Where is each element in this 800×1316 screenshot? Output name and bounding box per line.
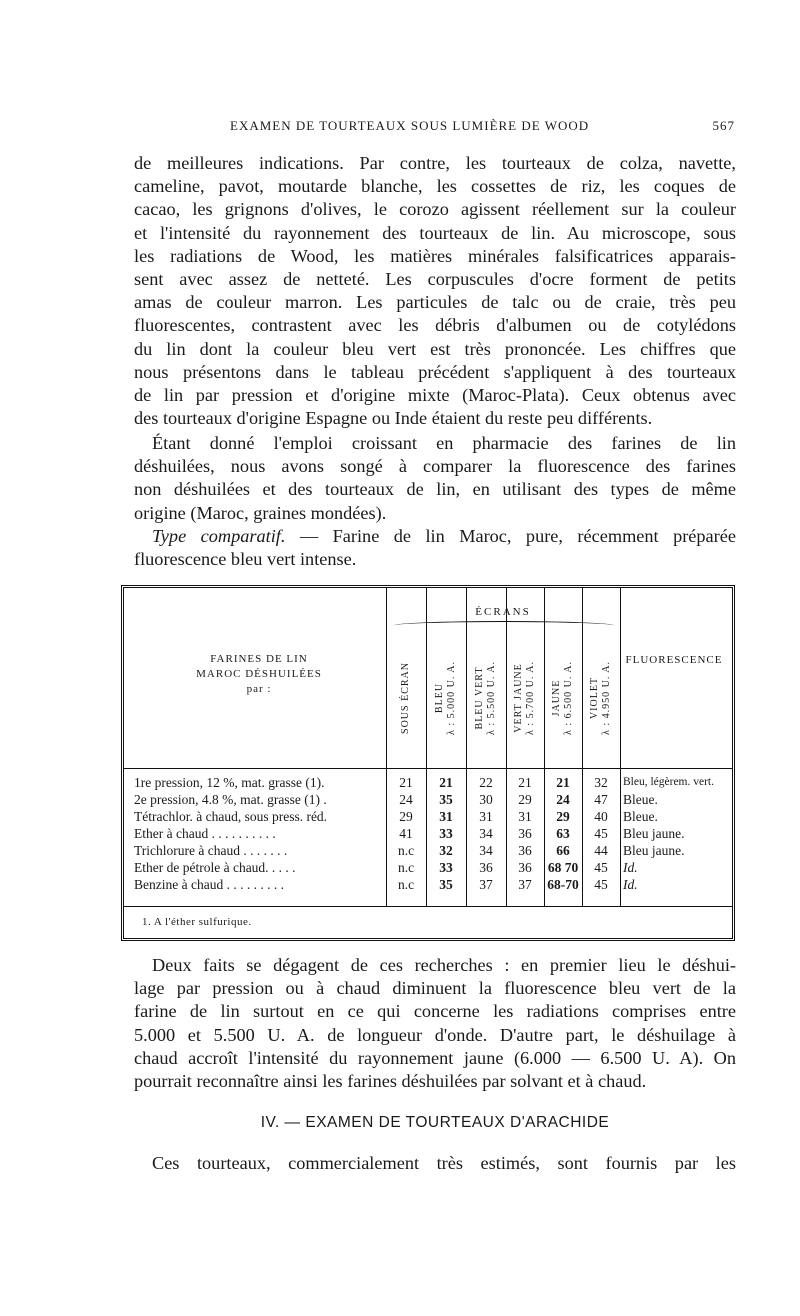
- paragraph-2: [134, 432, 736, 571]
- cell: n.c: [397, 843, 415, 858]
- fluorescence-cell: Id.: [623, 860, 638, 875]
- cell: 21: [439, 775, 453, 790]
- cell: 66: [556, 843, 570, 858]
- column-header-line: BLEU: [434, 682, 445, 714]
- cell: 35: [439, 877, 453, 892]
- cell: 36: [518, 860, 532, 875]
- column-header: [548, 638, 578, 758]
- text-line: les radiations de Wood, les matières minérales falsificatrices apparais-: [134, 245, 736, 266]
- fluorescence-cell: Bleu, légèrem. vert.: [623, 776, 715, 788]
- cell: 21: [518, 775, 532, 790]
- running-title: EXAMEN DE TOURTEAUX SOUS LUMIÈRE DE WOOD: [230, 118, 590, 133]
- cell: 45: [594, 877, 608, 892]
- text-line: origine (Maroc, graines mondées).: [134, 502, 387, 523]
- cell: 33: [439, 860, 453, 875]
- ecrans-title: ÉCRANS: [475, 606, 531, 618]
- text-line: farine de lin surtout en ce qui concerne les radiations comprises entre: [134, 1001, 736, 1022]
- page-number: 567: [712, 118, 735, 133]
- column-header-line: BLEU VERT: [474, 666, 485, 730]
- text-line: déshuilées, nous avons songé à comparer la fluorescence des farines: [134, 456, 736, 477]
- cell: 24: [556, 792, 570, 807]
- results-table: [121, 585, 735, 941]
- row-header-line: MAROC DÉSHUILÉES: [196, 668, 322, 680]
- text-line: cameline, pavot, moutarde blanche, les cossettes de riz, les coques de: [134, 176, 736, 197]
- type-line: [134, 525, 736, 548]
- paragraph-5: [134, 1152, 736, 1175]
- cell: 40: [594, 809, 608, 824]
- cell: 34: [479, 826, 493, 841]
- column-header: [510, 638, 540, 758]
- body-rule: [124, 906, 732, 907]
- cell: 32: [594, 775, 608, 790]
- text-line: 5.000 et 5.500 U. A. de longueur d'onde. D'autre part, le déshuilage à: [134, 1024, 736, 1045]
- text-line: cacao, les grignons d'olives, le corozo agissent réellement sur la couleur: [134, 199, 736, 220]
- text-line: des tourteaux d'origine Espagne ou Inde étaient du reste peu différents.: [134, 408, 653, 429]
- column-header-line: λ : 5.000 U. A.: [446, 660, 457, 736]
- cell: 45: [594, 860, 608, 875]
- cell: 44: [594, 843, 608, 858]
- row-label: 2e pression, 4.8 %, mat. grasse (1) .: [134, 792, 327, 807]
- cell: 36: [518, 826, 532, 841]
- row-label: Ether de pétrole à chaud. . . . .: [134, 860, 296, 875]
- cell: 29: [399, 809, 413, 824]
- paragraph-4: [134, 954, 736, 1093]
- cell: 36: [479, 860, 493, 875]
- cell: n.c: [397, 877, 415, 892]
- column-header-line: SOUS ÉCRAN: [400, 662, 411, 734]
- text-line: de lin par pression et d'origine mixte (Maroc-Plata). Ceux obtenus avec: [134, 385, 736, 406]
- table-row: [124, 774, 732, 791]
- table-row: [124, 791, 732, 808]
- row-header-line: FARINES DE LIN: [210, 653, 308, 665]
- row-label: Tétrachlor. à chaud, sous press. réd.: [134, 809, 328, 824]
- cell: 37: [518, 877, 532, 892]
- cell: 30: [479, 792, 493, 807]
- cell: 36: [518, 843, 532, 858]
- column-header-line: λ : 4.950 U. A.: [601, 660, 612, 736]
- cell: 29: [518, 792, 532, 807]
- text-line: amas de couleur marron. Les particules de talc ou de craie, très peu: [134, 292, 736, 313]
- table-footnote: 1. A l'éther sulfurique.: [142, 916, 252, 928]
- text-line: nous présentons dans le tableau précédent s'appliquent à des tourteaux: [134, 361, 736, 382]
- cell: 31: [439, 809, 453, 824]
- brace: [394, 621, 614, 630]
- cell: 35: [439, 792, 453, 807]
- fluorescence-cell: Bleue.: [623, 792, 658, 807]
- cell: 31: [479, 809, 493, 824]
- column-header-line: VERT JAUNE: [513, 663, 524, 733]
- text-line: et l'intensité du rayonnement des tourteaux de lin. Au microscope, sous: [134, 222, 736, 243]
- row-label: Benzine à chaud . . . . . . . . .: [134, 877, 284, 892]
- row-label: Ether à chaud . . . . . . . . . .: [134, 826, 276, 841]
- text-line: Ces tourteaux, commercialement très estimés, sont fournis par les: [152, 1153, 736, 1173]
- cell: 34: [479, 843, 493, 858]
- cell: 31: [518, 809, 532, 824]
- text-line: non déshuilées et des tourteaux de lin, en utilisant des types de même: [134, 479, 736, 500]
- column-header-line: JAUNE: [551, 679, 562, 717]
- paragraph-1: [134, 152, 736, 430]
- row-label: 1re pression, 12 %, mat. grasse (1).: [134, 775, 325, 790]
- fluorescence-cell: Bleu jaune.: [623, 843, 685, 858]
- column-header: [431, 638, 461, 758]
- cell: 63: [556, 826, 570, 841]
- cell: 68-70: [547, 877, 579, 892]
- section-heading: IV. — EXAMEN DE TOURTEAUX D'ARACHIDE: [260, 1114, 610, 1131]
- cell: 21: [399, 775, 413, 790]
- row-label: Trichlorure à chaud . . . . . . .: [134, 843, 288, 858]
- column-header: [586, 638, 616, 758]
- text-line: Étant donné l'emploi croissant en pharmacie des farines de lin: [152, 433, 736, 453]
- text-line: lage par pression ou à chaud diminuent la fluorescence bleu vert de la: [134, 978, 736, 999]
- type-text: — Farine de lin Maroc, pure, récemment préparée: [285, 525, 736, 546]
- fluorescence-header: FLUORESCENCE: [625, 654, 723, 666]
- text-line: de meilleures indications. Par contre, les tourteaux de colza, navette,: [134, 153, 736, 173]
- column-header-line: VIOLET: [589, 676, 600, 720]
- text-line: chaud accroît l'intensité du rayonnement jaune (6.000 — 6.500 U. A). On: [134, 1047, 736, 1068]
- cell: 45: [594, 826, 608, 841]
- text-line: fluorescentes, contrastent avec les débris d'albumen ou de cotylédons: [134, 315, 736, 336]
- table-row: [124, 808, 732, 825]
- table-row: [124, 859, 732, 876]
- cell: 21: [556, 775, 570, 790]
- type-label: Type comparatif.: [152, 525, 286, 546]
- text-line: pourrait reconnaître ainsi les farines déshuilées par solvant et à chaud.: [134, 1071, 647, 1092]
- table-row: [124, 842, 732, 859]
- column-header-line: λ : 5.700 U. A.: [525, 660, 536, 736]
- text-line: sent avec assez de netteté. Les corpuscules d'ocre forment de petits: [134, 269, 736, 290]
- header-rule: [124, 768, 732, 769]
- table-row: [124, 876, 732, 893]
- column-header-line: λ : 6.500 U. A.: [563, 660, 574, 736]
- cell: 68 70: [547, 860, 579, 875]
- text-line: Deux faits se dégagent de ces recherches : en premier lieu le déshui-: [152, 955, 736, 975]
- column-header: [391, 638, 421, 758]
- cell: 33: [439, 826, 453, 841]
- column-header-line: λ : 5.500 U. A.: [486, 660, 497, 736]
- cell: 32: [439, 843, 453, 858]
- row-header: [134, 652, 384, 697]
- cell: 24: [399, 792, 413, 807]
- cell: 37: [479, 877, 493, 892]
- table-row: [124, 825, 732, 842]
- cell: 22: [479, 775, 493, 790]
- cell: 47: [594, 792, 608, 807]
- cell: 29: [556, 809, 570, 824]
- fluorescence-cell: Bleu jaune.: [623, 826, 685, 841]
- cell: n.c: [397, 860, 415, 875]
- text-line: fluorescence bleu vert intense.: [134, 549, 357, 570]
- cell: 41: [399, 826, 413, 841]
- text-line: du lin dont la couleur bleu vert est très prononcée. Les chiffres que: [134, 338, 736, 359]
- fluorescence-cell: Bleue.: [623, 809, 658, 824]
- row-header-line: par :: [246, 683, 272, 695]
- fluorescence-cell: Id.: [623, 877, 638, 892]
- column-header: [471, 638, 501, 758]
